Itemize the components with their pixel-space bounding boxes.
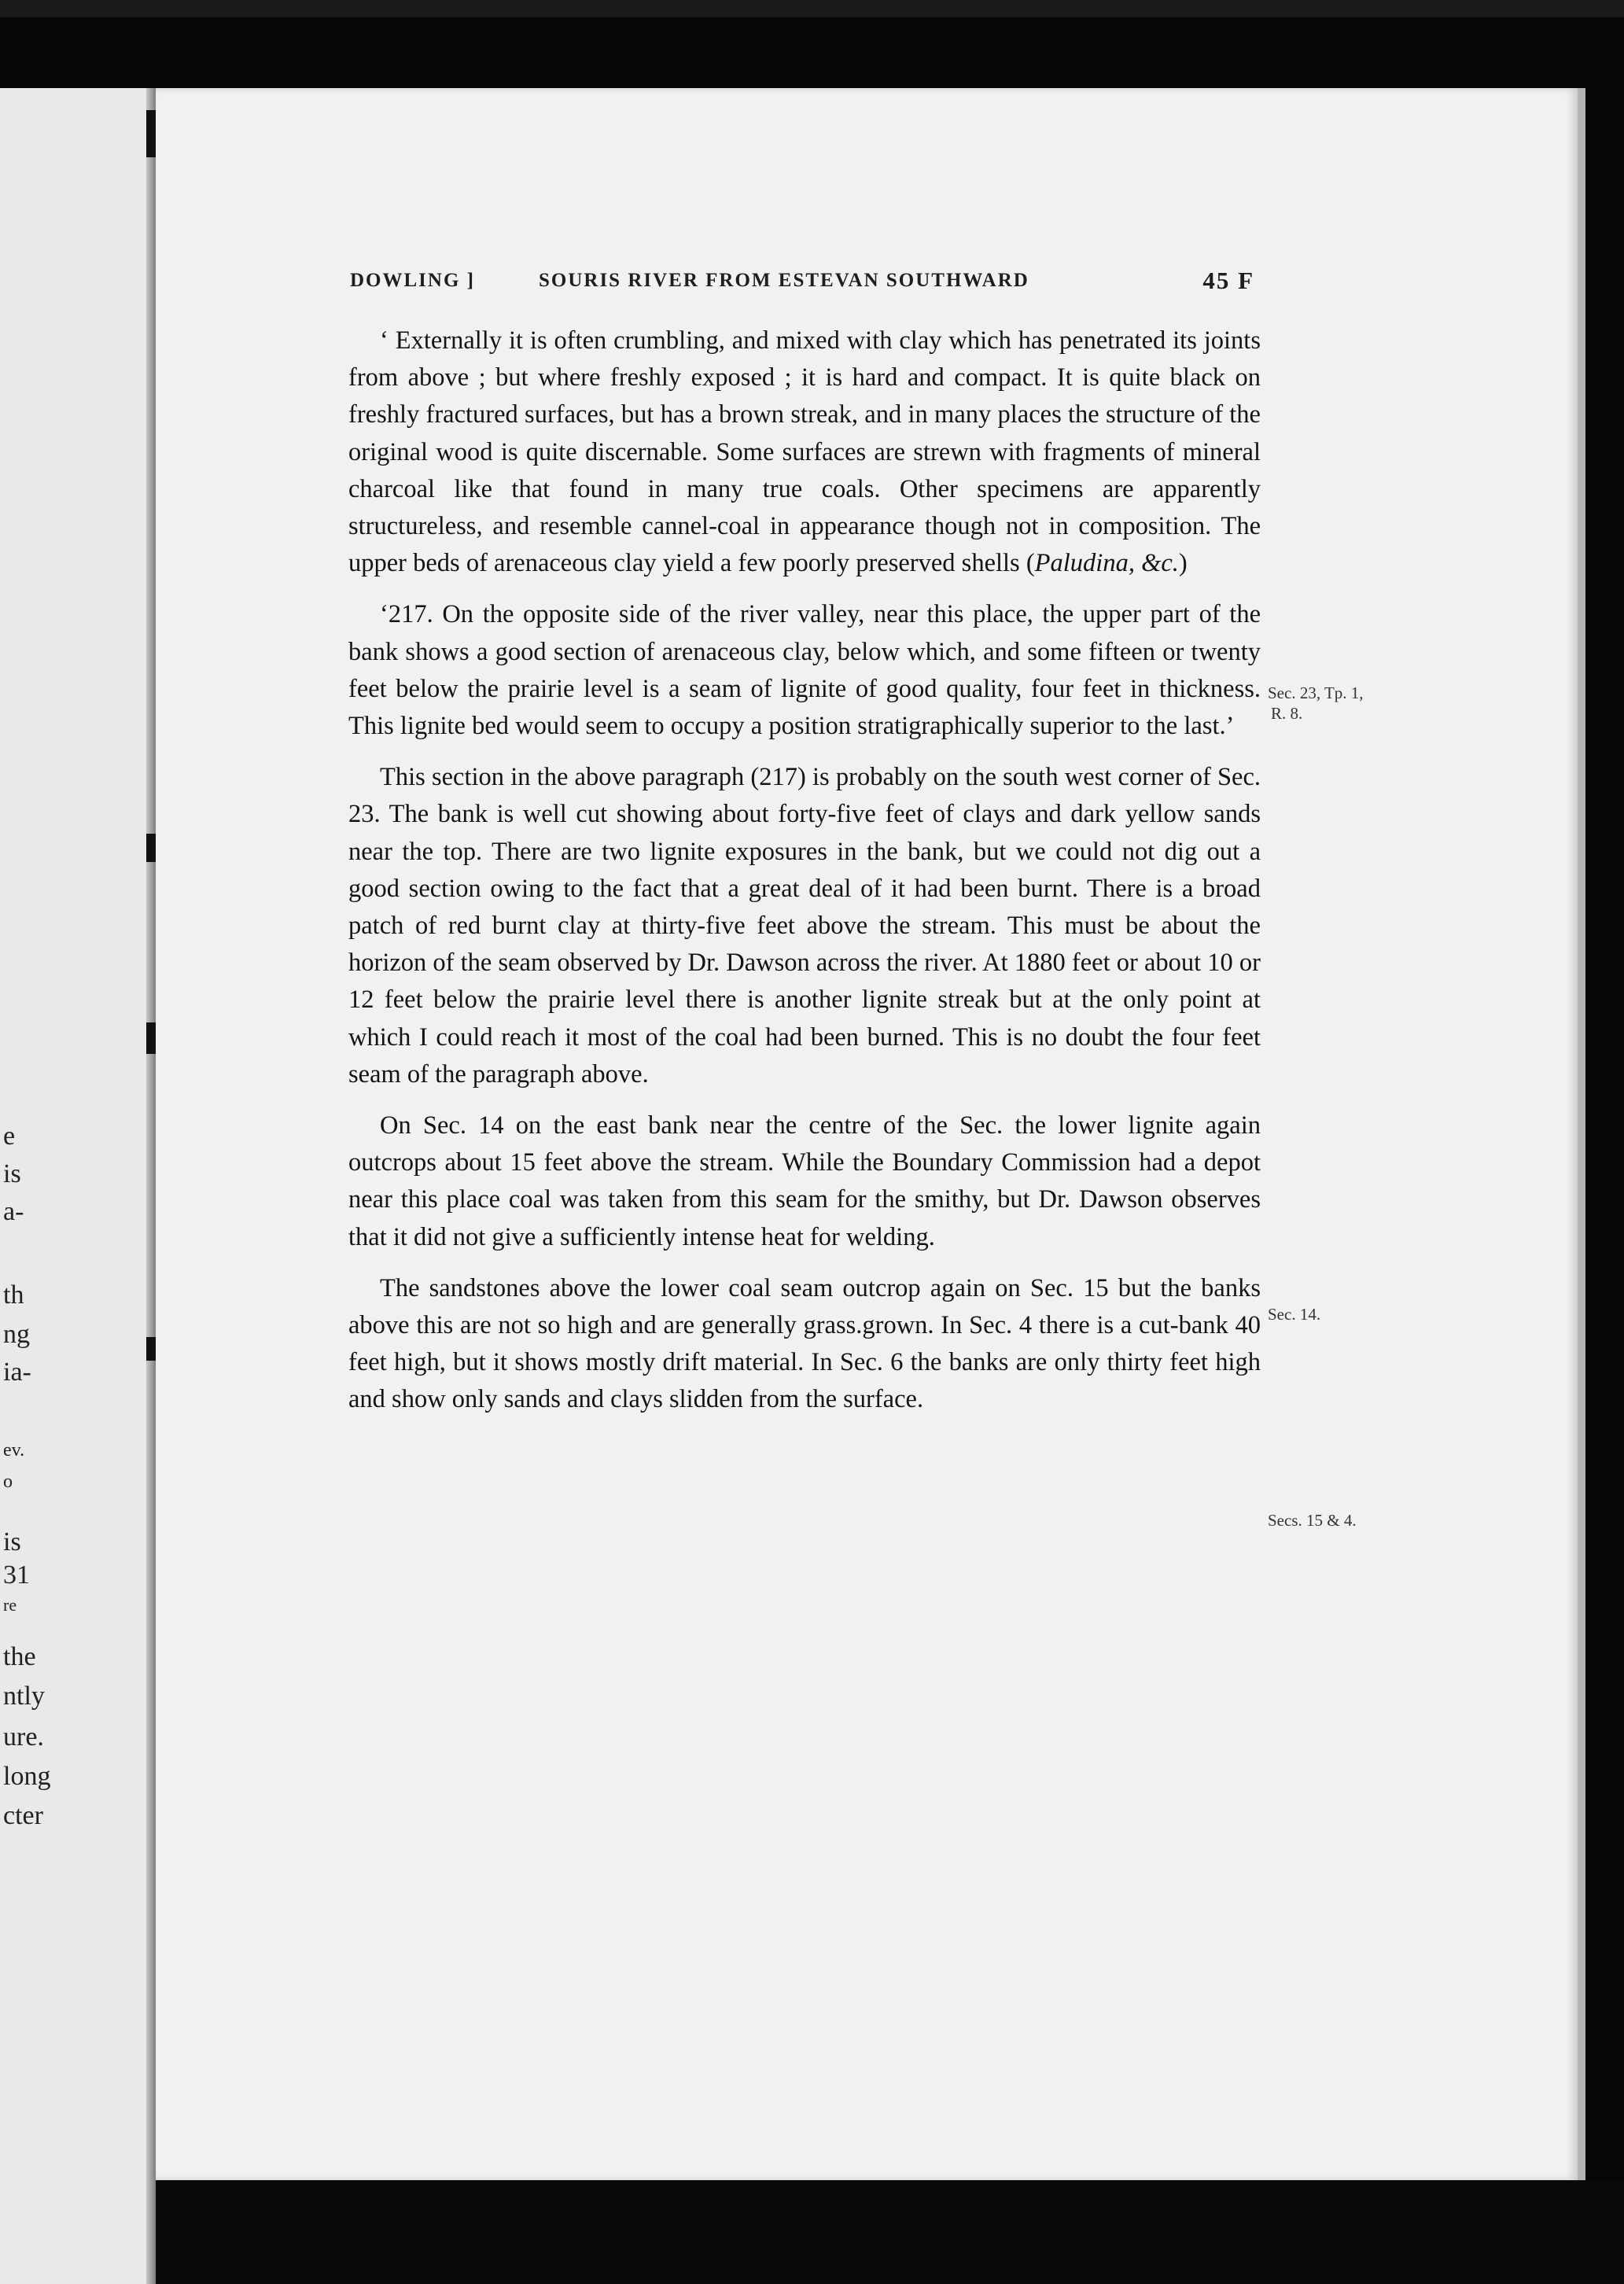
facing-page-fragment: th bbox=[3, 1280, 24, 1310]
binding-stitch bbox=[146, 1022, 156, 1054]
facing-page-text bbox=[0, 0, 149, 2284]
facing-page-fragment: ure. bbox=[3, 1722, 44, 1752]
facing-page-fragment: the bbox=[3, 1642, 36, 1671]
paragraph: This section in the above paragraph (217) is probably on the south west corner of Sec. 23. The bank is well cut showing about forty-five feet of clays and dark yellow sands near the top. There are two lignite exposures in the bank, but we could not dig out a good section owing to the fact that a great deal of it had been burnt. There is a broad patch of red burnt clay at thirty-five feet above the stream. This must be about the horizon of the seam observed by Dr. Dawson across the river. At 1880 feet or about 10 or 12 feet below the prairie level there is another lignite streak but at the only point at which I could reach it most of the coal had been burned. This is no doubt the four feet seam of the paragraph above. bbox=[348, 763, 1261, 1089]
facing-page-fragment: a- bbox=[3, 1197, 24, 1226]
page-number: 45 F bbox=[1202, 267, 1254, 294]
binding-stitch bbox=[146, 1337, 156, 1361]
running-head bbox=[350, 267, 1254, 301]
binding-stitch bbox=[146, 110, 156, 157]
margin-note bbox=[1268, 1510, 1357, 1531]
paragraph-text: ‘ Externally it is often crumbling, and mixed with clay which has penetrated its joints from above ; but where freshly exposed ; it is hard and compact. It is quite black on freshly fractured surfaces, but has a brown streak, and in many places the structure of the original wood is quite discernable. Some surfaces are strewn with fragments of mineral charcoal like that found in many true coals. Other specimens are apparently structureless, and resemble cannel-coal in appearance though not in composition. The upper beds of arenaceous clay yield a few poorly preserved shells ( bbox=[348, 326, 1261, 578]
margin-note-line: Secs. 15 & 4. bbox=[1268, 1511, 1357, 1530]
margin-note-line: Sec. 14. bbox=[1268, 1305, 1321, 1324]
paragraph: ‘217. On the opposite side of the river valley, near this place, the upper part of the bank shows a good section of arenaceous clay, below which, and some fifteen or twenty feet below the prairie level is a seam of lignite of good quality, four feet in thickness. This lignite bed would seem to occupy a position stratigraphically superior to the last.’ bbox=[348, 600, 1261, 741]
running-head-author: DOWLING ] bbox=[350, 270, 475, 291]
book-spine bbox=[146, 88, 156, 2284]
facing-page-fragment: is bbox=[3, 1527, 21, 1556]
facing-page-fragment: ev. bbox=[3, 1440, 25, 1461]
facing-page-fragment: ng bbox=[3, 1320, 30, 1349]
body-text bbox=[348, 322, 1261, 1433]
binding-stitch bbox=[146, 834, 156, 862]
facing-page-fragment: cter bbox=[3, 1801, 43, 1830]
running-head-title: SOURIS RIVER FROM ESTEVAN SOUTHWARD bbox=[539, 270, 1029, 291]
facing-page-fragment: 31 bbox=[3, 1560, 30, 1590]
facing-page-fragment: e bbox=[3, 1122, 16, 1151]
margin-notes bbox=[1268, 0, 1425, 2284]
margin-note bbox=[1268, 1304, 1320, 1324]
facing-page-fragment: is bbox=[3, 1159, 21, 1188]
scan-border-bottom bbox=[156, 2180, 1624, 2284]
italic-taxon: Paludina, &c. bbox=[1034, 549, 1179, 578]
paragraph bbox=[348, 322, 1261, 582]
paragraph: On Sec. 14 on the east bank near the centre of the Sec. the lower lignite again outcrops about 15 feet above the stream. While the Boundary Commission had a depot near this place coal was taken from this seam for the smithy, but Dr. Dawson observes that it did not give a sufficiently intense heat for welding. bbox=[348, 1111, 1261, 1251]
facing-page-fragment: long bbox=[3, 1762, 51, 1791]
facing-page-fragment: re bbox=[3, 1595, 17, 1615]
paragraph: The sandstones above the lower coal seam outcrop again on Sec. 15 but the banks above this are not so high and are generally grass.grown. In Sec. 4 there is a cut-bank 40 feet high, but it shows mostly drift material. In Sec. 6 the banks are only thirty feet high and show only sands and clays slidden from the surface. bbox=[348, 1273, 1261, 1414]
facing-page-fragment: ntly bbox=[3, 1682, 45, 1711]
margin-note-line: R. 8. bbox=[1271, 704, 1303, 723]
margin-note bbox=[1268, 683, 1364, 724]
margin-note-line: Sec. 23, Tp. 1, bbox=[1268, 683, 1364, 702]
facing-page-fragment: ia- bbox=[3, 1358, 31, 1387]
paragraph-tail: ) bbox=[1178, 549, 1188, 578]
page-edge bbox=[1578, 88, 1585, 2180]
facing-page-fragment: o bbox=[3, 1472, 13, 1492]
